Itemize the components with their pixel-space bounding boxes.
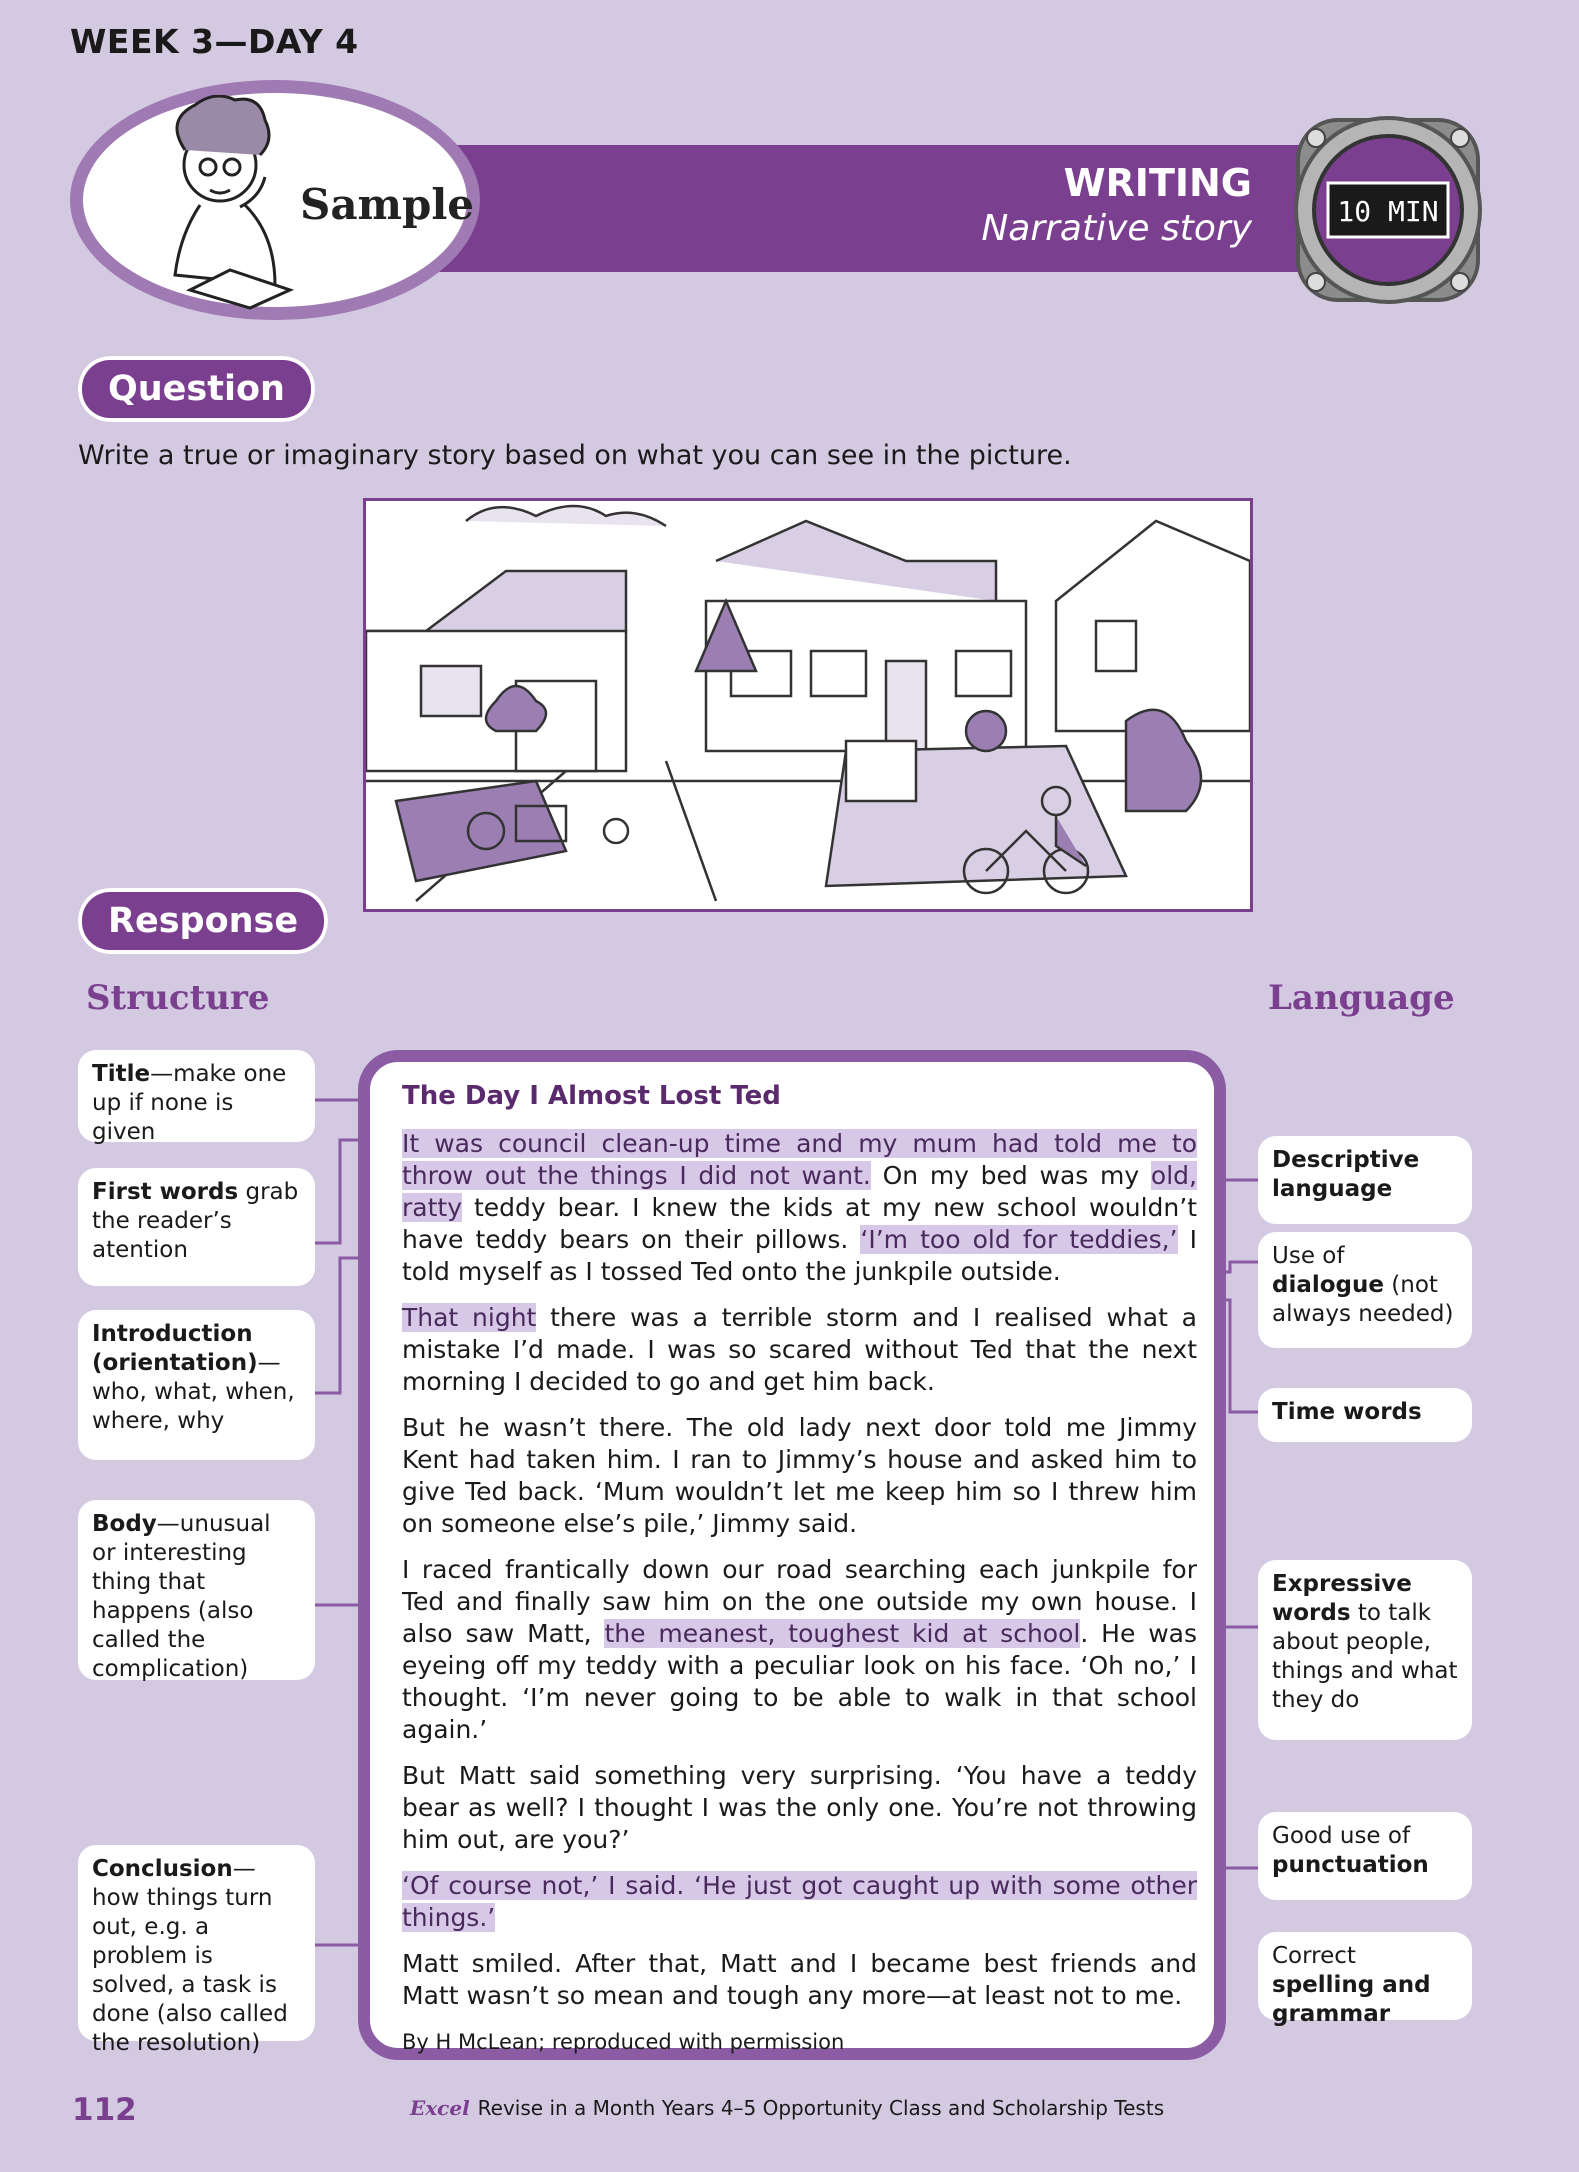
language-card-descriptive: Descriptive language	[1258, 1136, 1472, 1224]
story-text	[402, 1080, 1197, 2072]
story-credit: By H McLean; reproduced with permission	[402, 2030, 845, 2054]
response-pill: Response	[78, 888, 328, 954]
sample-label: Sample	[300, 180, 475, 229]
story-paragraph-2: That night there was a terrible storm and I realised what a mistake I’d made. I was so scared without Ted that the next morning I decided to go and get him back.	[402, 1303, 1197, 1396]
language-heading: Language	[1268, 978, 1455, 1018]
story-paragraph-7: Matt smiled. After that, Matt and I became best friends and Matt wasn’t so mean and tough any more—at least not to me.	[402, 1949, 1197, 2010]
story-paragraph-3: But he wasn’t there. The old lady next door told me Jimmy Kent had taken him. I ran to Jimmy’s house and asked him to give Ted back. ‘Mum wouldn’t let me keep him so I threw him on someone else’s pile,’ Jimmy said.	[402, 1413, 1197, 1538]
structure-heading: Structure	[86, 978, 270, 1018]
week-day-heading: WEEK 3—DAY 4	[70, 22, 359, 61]
question-pill: Question	[78, 356, 315, 422]
language-card-time-words: Time words	[1258, 1388, 1472, 1442]
structure-card-body: Body—unusual or interesting thing that happens (also called the complication)	[78, 1500, 315, 1680]
structure-card-conclusion: Conclusion—how things turn out, e.g. a problem is solved, a task is done (also called the resolution)	[78, 1845, 315, 2041]
structure-card-first-words: First words grab the reader’s atention	[78, 1168, 315, 1286]
story-paragraph-5: But Matt said something very surprising. ‘You have a teddy bear as well? I thought I was the only one. You’re not throwing him out, are you?’	[402, 1761, 1197, 1854]
language-card-expressive: Expressive words to talk about people, things and what they do	[1258, 1560, 1472, 1740]
language-card-punctuation: Good use of punctuation	[1258, 1812, 1472, 1900]
story-paragraph-1: It was council clean-up time and my mum had told me to throw out the things I did not want. On my bed was my old, ratty teddy bear. I knew the kids at my new school wouldn’t have teddy bears on their pillows. ‘I’m too old for teddies,’ I told myself as I tossed Ted onto the junkpile outside.	[402, 1129, 1197, 1286]
brand-logo: Excel	[410, 2096, 470, 2120]
story-paragraph-6: ‘Of course not,’ I said. ‘He just got caught up with some other things.’	[402, 1871, 1197, 1932]
structure-card-title: Title—make one up if none is given	[78, 1050, 315, 1142]
page-number: 112	[72, 2092, 137, 2128]
question-text: Write a true or imaginary story based on what you can see in the picture.	[78, 440, 1072, 471]
story-title: The Day I Almost Lost Ted	[402, 1081, 781, 1111]
language-card-dialogue: Use of dialogue (not always needed)	[1258, 1232, 1472, 1348]
timer-label: 10 MIN	[1337, 195, 1439, 228]
language-card-spelling: Correct spelling and grammar	[1258, 1932, 1472, 2020]
story-paragraph-4: I raced frantically down our road searching each junkpile for Ted and finally saw him on the one outside my own house. I also saw Matt, the meanest, toughest kid at school. He was eyeing off my teddy with a peculiar look on his face. ‘Oh no,’ I thought. ‘I’m never going to be able to walk in that school again.’	[402, 1555, 1198, 1744]
section-subtitle: Narrative story	[981, 208, 1252, 249]
section-title: WRITING	[1063, 161, 1252, 205]
footer-title: Excel Revise in a Month Years 4–5 Opportunity Class and Scholarship Tests	[410, 2096, 1165, 2120]
structure-card-introduction: Introduction (orientation)— who, what, when, where, why	[78, 1310, 315, 1460]
